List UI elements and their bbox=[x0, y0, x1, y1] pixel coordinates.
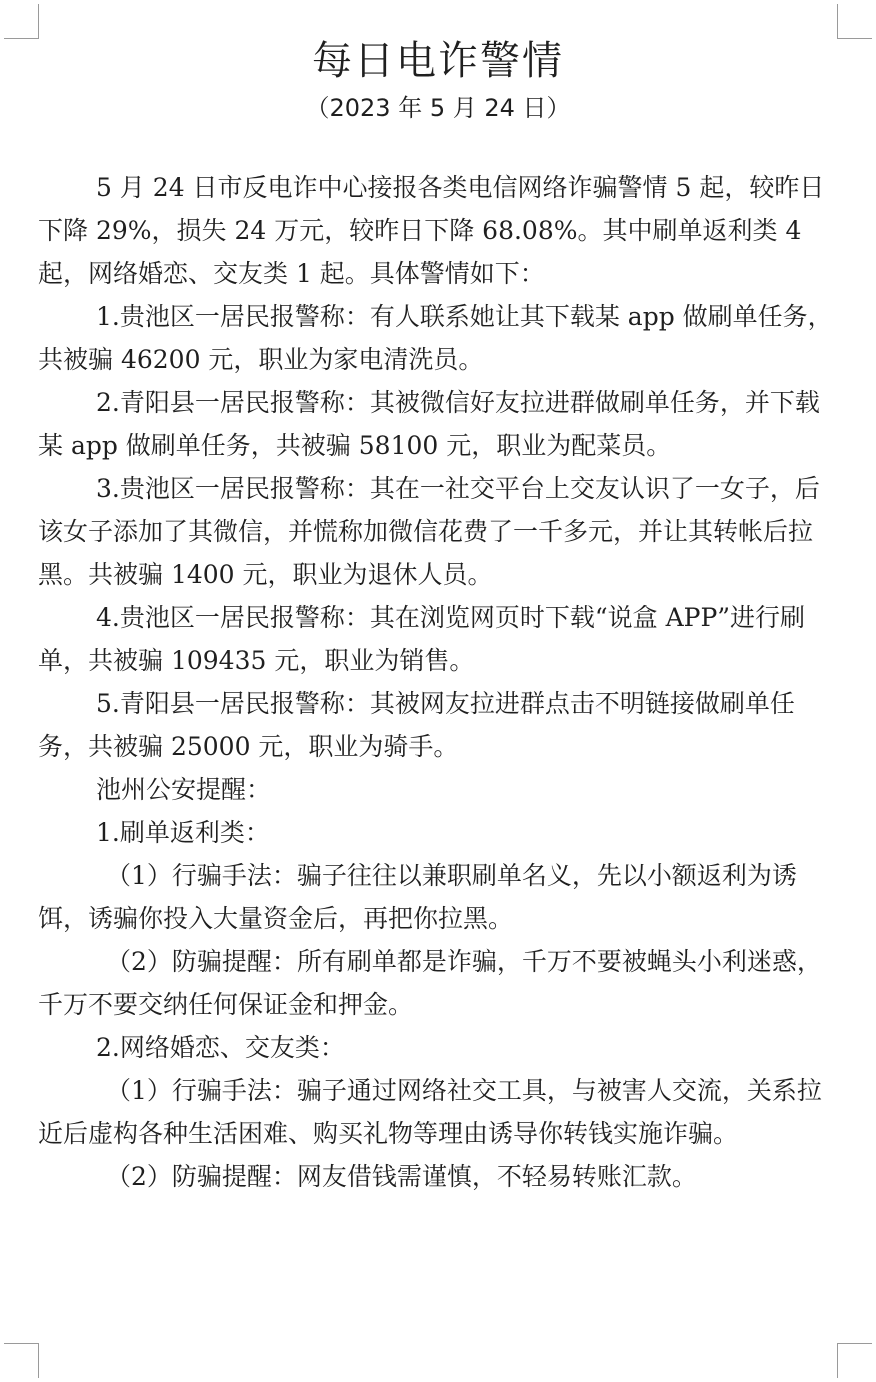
crop-mark-bottom-left bbox=[4, 1343, 39, 1378]
case-1-paragraph: 1.贵池区一居民报警称：有人联系她让其下载某 app 做刷单任务，共被骗 46200 元，职业为家电清洗员。 bbox=[38, 302, 833, 374]
category-1-advice-paragraph: （2）防骗提醒：所有刷单都是诈骗，千万不要被蝇头小利迷惑，千万不要交纳任何保证金和押金。 bbox=[38, 947, 822, 1019]
category-1-method-paragraph: （1）行骗手法：骗子往往以兼职刷单名义，先以小额返利为诱饵，诱骗你投入大量资金后，再把你拉黑。 bbox=[38, 861, 797, 933]
crop-mark-top-right bbox=[837, 4, 872, 39]
summary-paragraph: 5 月 24 日市反电诈中心接报各类电信网络诈骗警情 5 起，较昨日下降 29%，损失 24 万元，较昨日下降 68.08%。其中刷单返利类 4 起，网络婚恋、交友类 1 起。具体警情如下： bbox=[38, 173, 825, 288]
case-4-paragraph: 4.贵池区一居民报警称：其在浏览网页时下载“说盒 APP”进行刷单，共被骗 109435 元，职业为销售。 bbox=[38, 603, 806, 675]
document-title: 每日电诈警情 bbox=[312, 38, 564, 84]
crop-mark-bottom-right bbox=[837, 1343, 872, 1378]
case-2-paragraph: 2.青阳县一居民报警称：其被微信好友拉进群做刷单任务，并下载某 app 做刷单任务，共被骗 58100 元，职业为配菜员。 bbox=[38, 388, 820, 460]
case-5-paragraph: 5.青阳县一居民报警称：其被网友拉进群点击不明链接做刷单任务，共被骗 25000 元，职业为骑手。 bbox=[38, 689, 795, 761]
category-2-advice-paragraph: （2）防骗提醒：网友借钱需谨慎，不轻易转账汇款。 bbox=[106, 1162, 697, 1191]
police-reminder-heading: 池州公安提醒： bbox=[96, 775, 272, 804]
case-3-paragraph: 3.贵池区一居民报警称：其在一社交平台上交友认识了一女子，后该女子添加了其微信，并慌称加微信花费了一千多元，并让其转帐后拉黑。共被骗 1400 元，职业为退休人员。 bbox=[38, 474, 820, 589]
category-2-heading: 2.网络婚恋、交友类： bbox=[96, 1033, 345, 1062]
document-body bbox=[38, 166, 838, 1198]
category-1-heading: 1.刷单返利类： bbox=[96, 818, 270, 847]
category-2-method-paragraph: （1）行骗手法：骗子通过网络社交工具，与被害人交流，关系拉近后虚构各种生活困难、购买礼物等理由诱导你转钱实施诈骗。 bbox=[38, 1076, 822, 1148]
crop-mark-top-left bbox=[4, 4, 39, 39]
document-date: （2023 年 5 月 24 日） bbox=[305, 94, 571, 122]
